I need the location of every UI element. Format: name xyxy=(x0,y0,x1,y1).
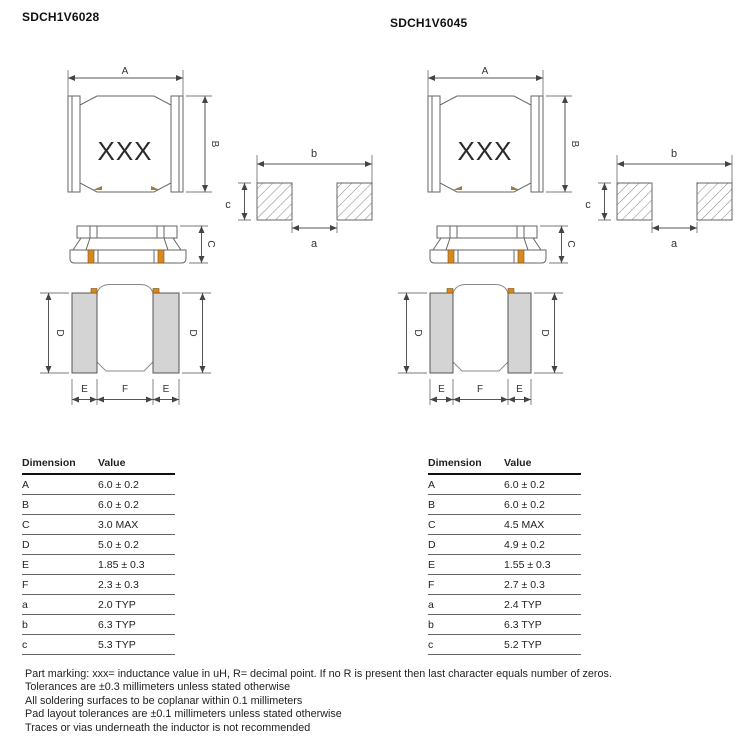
table-cell: E xyxy=(428,555,504,575)
table-cell: b xyxy=(22,615,98,635)
table-cell: b xyxy=(428,615,504,635)
table-cell: a xyxy=(22,595,98,615)
part-title-sdch1v6028: SDCH1V6028 xyxy=(22,10,100,24)
table-cell: 3.0 MAX xyxy=(98,515,175,535)
table-header-dimension: Dimension xyxy=(428,457,504,474)
dim-label-E: E xyxy=(516,384,523,395)
table-cell: 5.2 TYP xyxy=(504,635,581,655)
table-row xyxy=(22,474,175,495)
table-cell: F xyxy=(22,575,98,595)
terminal-plating xyxy=(153,289,159,294)
part1-pad-layout xyxy=(225,148,372,250)
table-header-row xyxy=(22,457,175,474)
dimension-table-sdch1v6028 xyxy=(22,457,175,655)
table-cell: 6.0 ± 0.2 xyxy=(504,474,581,495)
table-row xyxy=(428,474,581,495)
note-line: All soldering surfaces to be coplanar within 0.1 millimeters xyxy=(25,694,303,707)
table-row xyxy=(22,535,175,555)
table-row xyxy=(22,595,175,615)
part1-top-view xyxy=(68,66,220,192)
part1-side-view xyxy=(70,226,216,263)
table-cell: 4.5 MAX xyxy=(504,515,581,535)
bottom-terminal xyxy=(430,293,453,373)
table-cell: 6.0 ± 0.2 xyxy=(98,474,175,495)
table-cell: B xyxy=(428,495,504,515)
table-cell: B xyxy=(22,495,98,515)
table-row xyxy=(22,515,175,535)
part2-top-view xyxy=(428,66,580,192)
dim-label-B: B xyxy=(569,140,580,148)
table-row xyxy=(22,555,175,575)
footer-notes xyxy=(25,668,612,735)
table-row xyxy=(428,555,581,575)
dim-label-D: D xyxy=(539,329,550,337)
table-cell: 2.7 ± 0.3 xyxy=(504,575,581,595)
table-row xyxy=(428,595,581,615)
bottom-terminal xyxy=(153,293,179,373)
table-cell: 6.0 ± 0.2 xyxy=(98,495,175,515)
table-cell: D xyxy=(428,535,504,555)
part2-side-view xyxy=(430,226,576,263)
table-cell: D xyxy=(22,535,98,555)
table-cell: c xyxy=(428,635,504,655)
table-cell: 1.85 ± 0.3 xyxy=(98,555,175,575)
dim-label-a: a xyxy=(310,238,318,250)
dim-label-A: A xyxy=(121,66,129,77)
note-line: Part marking: xxx= inductance value in uH, R= decimal point. If no R is present then last character equals number of zeros. xyxy=(25,668,612,680)
dim-label-b: b xyxy=(310,148,318,160)
table-cell: C xyxy=(428,515,504,535)
table-row xyxy=(22,635,175,655)
terminal-plating xyxy=(88,250,94,263)
dim-label-E: E xyxy=(438,384,445,395)
bottom-terminal xyxy=(72,293,97,373)
dim-label-D: D xyxy=(187,329,198,337)
dim-label-C: C xyxy=(205,240,216,248)
dim-label-C: C xyxy=(565,240,576,248)
table-cell: 1.55 ± 0.3 xyxy=(504,555,581,575)
table-header-row xyxy=(428,457,581,474)
dimension-table-sdch1v6045 xyxy=(428,457,581,655)
table-row xyxy=(22,615,175,635)
dim-label-b: b xyxy=(670,148,678,160)
table-cell: 4.9 ± 0.2 xyxy=(504,535,581,555)
dim-label-F: F xyxy=(121,384,129,395)
bottom-terminal xyxy=(508,293,531,373)
table-cell: 6.3 TYP xyxy=(504,615,581,635)
dim-label-c: c xyxy=(585,199,591,211)
table-cell: a xyxy=(428,595,504,615)
terminal-plating xyxy=(508,289,514,294)
table-cell: F xyxy=(428,575,504,595)
note-line: Tolerances are ±0.3 millimeters unless stated otherwise xyxy=(25,681,291,694)
table-row xyxy=(428,535,581,555)
solder-pad xyxy=(257,183,292,220)
table-row xyxy=(22,575,175,595)
dim-label-D: D xyxy=(54,329,65,337)
table-header-value: Value xyxy=(504,457,581,474)
dim-label-E: E xyxy=(162,384,170,395)
part2-bottom-view xyxy=(398,285,563,406)
table-cell: A xyxy=(22,474,98,495)
part-marking-placeholder: XXX xyxy=(457,136,513,166)
table-cell: 2.4 TYP xyxy=(504,595,581,615)
dim-label-D: D xyxy=(412,329,423,337)
dim-label-c: c xyxy=(225,199,231,211)
table-row xyxy=(428,635,581,655)
table-row xyxy=(22,495,175,515)
table-cell: C xyxy=(22,515,98,535)
solder-pad xyxy=(617,183,652,220)
table-cell: 2.0 TYP xyxy=(98,595,175,615)
table-cell: 5.0 ± 0.2 xyxy=(98,535,175,555)
terminal-plating xyxy=(91,289,97,294)
table-cell: c xyxy=(22,635,98,655)
table-cell: 2.3 ± 0.3 xyxy=(98,575,175,595)
table-cell: 6.3 TYP xyxy=(98,615,175,635)
part2-pad-layout xyxy=(585,148,732,250)
table-row xyxy=(428,495,581,515)
dim-label-E: E xyxy=(81,384,88,395)
solder-pad xyxy=(337,183,372,220)
table-row xyxy=(428,515,581,535)
dim-label-F: F xyxy=(476,384,484,395)
terminal-plating xyxy=(448,250,454,263)
table-cell: E xyxy=(22,555,98,575)
part-marking-placeholder: XXX xyxy=(97,136,153,166)
dim-label-A: A xyxy=(481,66,489,77)
note-line: Traces or vias underneath the inductor is not recommended xyxy=(25,721,311,734)
dim-label-B: B xyxy=(209,140,220,148)
solder-pad xyxy=(697,183,732,220)
table-row xyxy=(428,615,581,635)
part1-bottom-view xyxy=(40,285,211,406)
dim-label-a: a xyxy=(670,238,678,250)
terminal-plating xyxy=(447,289,453,294)
table-header-value: Value xyxy=(98,457,175,474)
table-cell: 5.3 TYP xyxy=(98,635,175,655)
table-header-dimension: Dimension xyxy=(22,457,98,474)
table-cell: 6.0 ± 0.2 xyxy=(504,495,581,515)
terminal-plating xyxy=(518,250,524,263)
terminal-plating xyxy=(158,250,164,263)
part-title-sdch1v6045: SDCH1V6045 xyxy=(390,16,468,30)
note-line: Pad layout tolerances are ±0.1 millimeters unless stated otherwise xyxy=(25,708,342,721)
table-cell: A xyxy=(428,474,504,495)
table-row xyxy=(428,575,581,595)
